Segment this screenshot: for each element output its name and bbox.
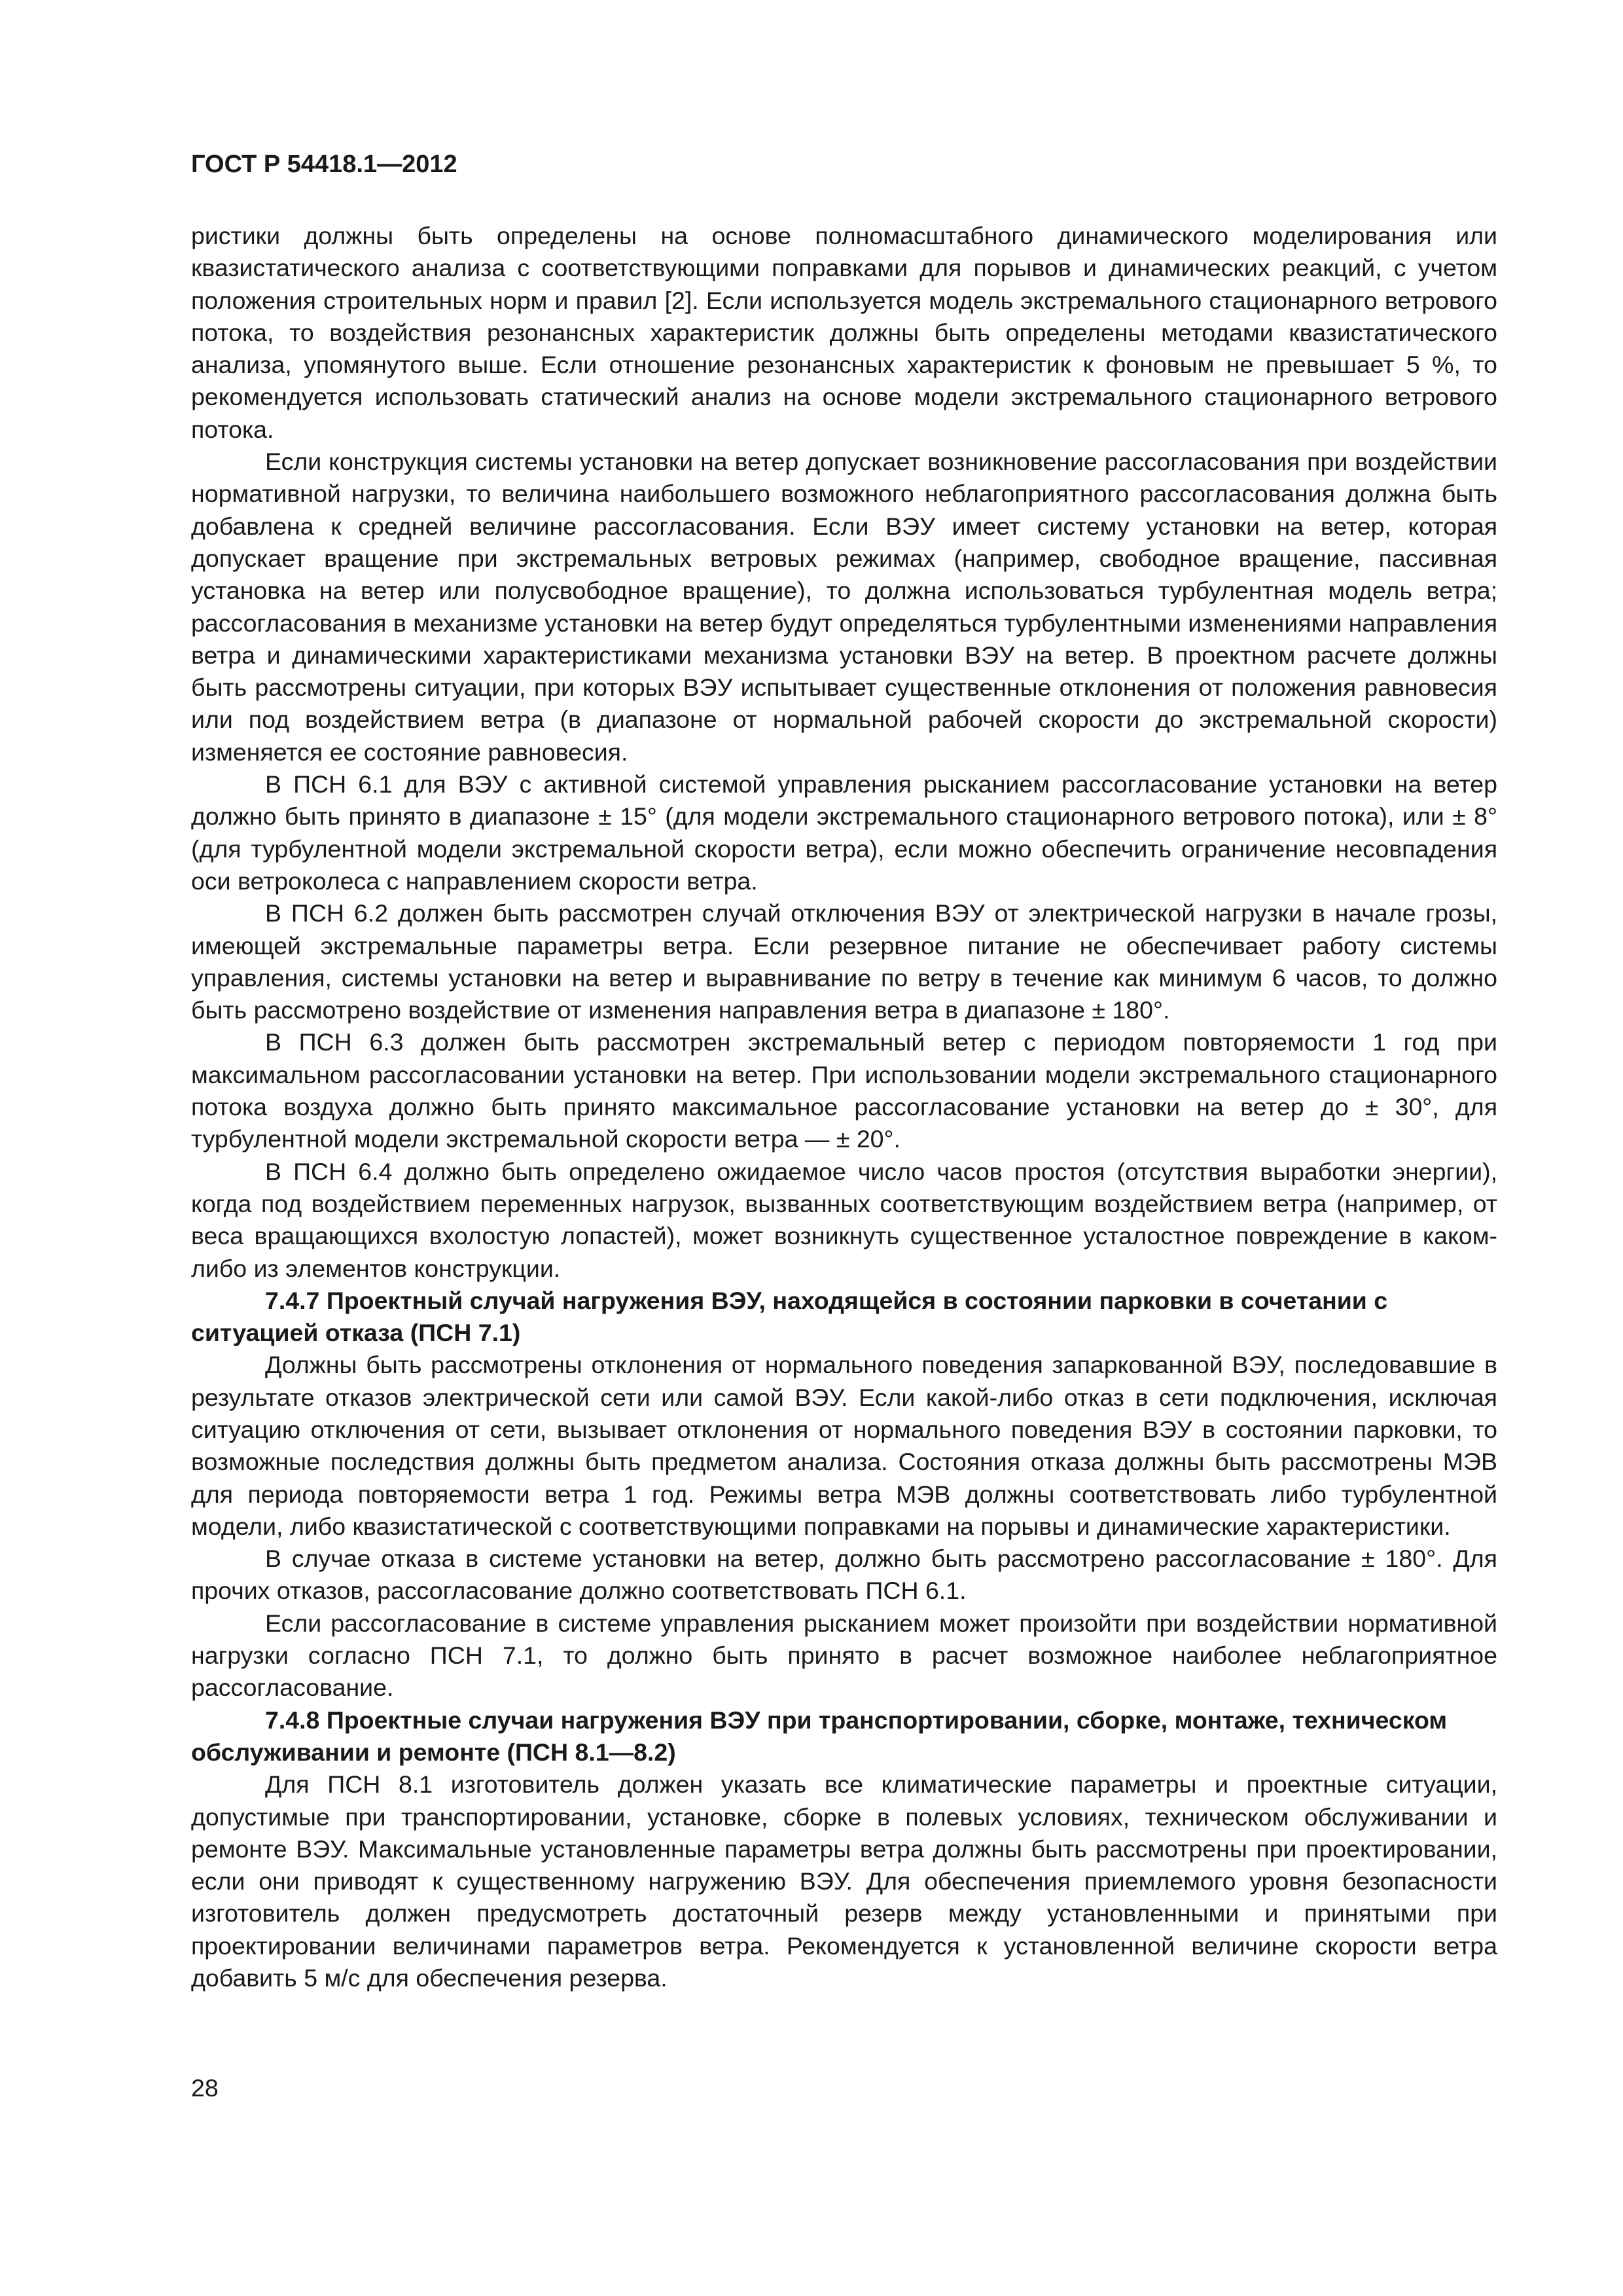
paragraph-psn-6-4: В ПСН 6.4 должно быть определено ожидаемое число часов простоя (отсутствия выработки энергии), когда под воздействием переменных нагрузок, вызванных соответствующим воздействием ветра (например, от веса вращающихся вхолостую лопастей), может возникнуть существенное усталостное повреждение в каком-либо из элементов конструкции. bbox=[191, 1157, 1497, 1282]
paragraph-747-yaw-control: Если рассогласование в системе управления рысканием может произойти при воздействии нормативной нагрузки согласно ПСН 7.1, то должно быть принято в расчет возможное наиболее неблагоприятное рассогласование. bbox=[191, 1609, 1497, 1702]
paragraph-747-yaw-failure: В случае отказа в системе установки на ветер, должно быть рассмотрено рассогласование ± 180°. Для прочих отказов, рассогласование должно соответствовать ПСН 6.1. bbox=[191, 1545, 1497, 1605]
paragraph-747-deviations: Должны быть рассмотрены отклонения от нормального поведения запаркованной ВЭУ, последовавшие в результате отказов электрической сети или самой ВЭУ. Если какой-либо отказ в сети подключения, исключая ситуацию отключения от сети, вызывает отклонения от нормального поведения ВЭУ в состоянии парковки, то возможные последствия должны быть предметом анализа. Состояния отказа должны быть рассмотрены МЭВ для периода повторяемости ветра 1 год. Режимы ветра МЭВ должны соответствовать либо турбулентной модели, либо квазистатической с соответствующими поправками на порывы и динамические характеристики. bbox=[191, 1351, 1497, 1540]
paragraph-psn-6-2: В ПСН 6.2 должен быть рассмотрен случай отключения ВЭУ от электрической нагрузки в начале грозы, имеющей экстремальные параметры ветра. Если резервное питание не обеспечивает работу системы управления, системы установки на ветер и выравнивание по ветру в течение как минимум 6 часов, то должно быть рассмотрено воздействие от изменения направления ветра в диапазоне ± 180°. bbox=[191, 899, 1497, 1024]
paragraph-continuation: ристики должны быть определены на основе полномасштабного динамического моделирования или квазистатического анализа с соответствующими поправками для порывов и динамических реакций, с учетом положения строительных норм и правил [2]. Если используется модель экстремального стационарного ветрового потока, то воздействия резонансных характеристик должны быть определены методами квазистатического анализа, упомянутого выше. Если отношение резонансных характеристик к фоновым не превышает 5 %, то рекомендуется использовать статический анализ на основе модели экстремального стационарного ветрового потока. bbox=[191, 222, 1497, 443]
page-body bbox=[191, 220, 1497, 1994]
document-header: ГОСТ Р 54418.1—2012 bbox=[191, 151, 457, 178]
paragraph-748-psn-8-1: Для ПСН 8.1 изготовитель должен указать все климатические параметры и проектные ситуации, допустимые при транспортировании, установке, сборке в полевых условиях, техническом обслуживании и ремонте ВЭУ. Максимальные установленные параметры ветра должны быть рассмотрены при проектировании, если они приводят к существенному нагружению ВЭУ. Для обеспечения приемлемого уровня безопасности изготовитель должен предусмотреть достаточный резерв между установленными и принятыми при проектировании величинами параметров ветра. Рекомендуется к установленной величине скорости ветра добавить 5 м/с для обеспечения резерва. bbox=[191, 1770, 1497, 1992]
section-heading-7-4-8: 7.4.8 Проектные случаи нагружения ВЭУ при транспортировании, сборке, монтаже, техническом обслуживании и ремонте (ПСН 8.1—8.2) bbox=[191, 1706, 1448, 1766]
paragraph-psn-6-3: В ПСН 6.3 должен быть рассмотрен экстремальный ветер с периодом повторяемости 1 год при максимальном рассогласовании установки на ветер. При использовании модели экстремального стационарного потока воздуха должно быть принято максимальное рассогласование установки на ветер до ± 30°, для турбулентной модели экстремальной скорости ветра — ± 20°. bbox=[191, 1028, 1497, 1153]
page-number: 28 bbox=[191, 2074, 219, 2102]
paragraph-psn-6-1: В ПСН 6.1 для ВЭУ с активной системой управления рысканием рассогласование установки на ветер должно быть принято в диапазоне ± 15° (для модели экстремального стационарного ветрового потока), или ± 8° (для турбулентной модели экстремальной скорости ветра), если можно обеспечить ограничение несовпадения оси ветроколеса с направлением скорости ветра. bbox=[191, 770, 1497, 895]
paragraph-misalignment: Если конструкция системы установки на ветер допускает возникновение рассогласования при воздействии нормативной нагрузки, то величина наибольшего возможного неблагоприятного рассогласования должна быть добавлена к средней величине рассогласования. Если ВЭУ имеет систему установки на ветер, которая допускает вращение при экстремальных ветровых режимах (например, свободное вращение, пассивная установка на ветер или полусвободное вращение), то должна использоваться турбулентная модель ветра; рассогласования в механизме установки на ветер будут определяться турбулентными изменениями направления ветра и динамическими характеристиками механизма установки ВЭУ на ветер. В проектном расчете должны быть рассмотрены ситуации, при которых ВЭУ испытывает существенные отклонения от положения равновесия или под воздействием ветра (в диапазоне от нормальной рабочей скорости до экстремальной скорости) изменяется ее состояние равновесия. bbox=[191, 448, 1497, 766]
section-heading-7-4-7: 7.4.7 Проектный случай нагружения ВЭУ, находящейся в состоянии парковки в сочетании с ситуацией отказа (ПСН 7.1) bbox=[191, 1286, 1388, 1347]
